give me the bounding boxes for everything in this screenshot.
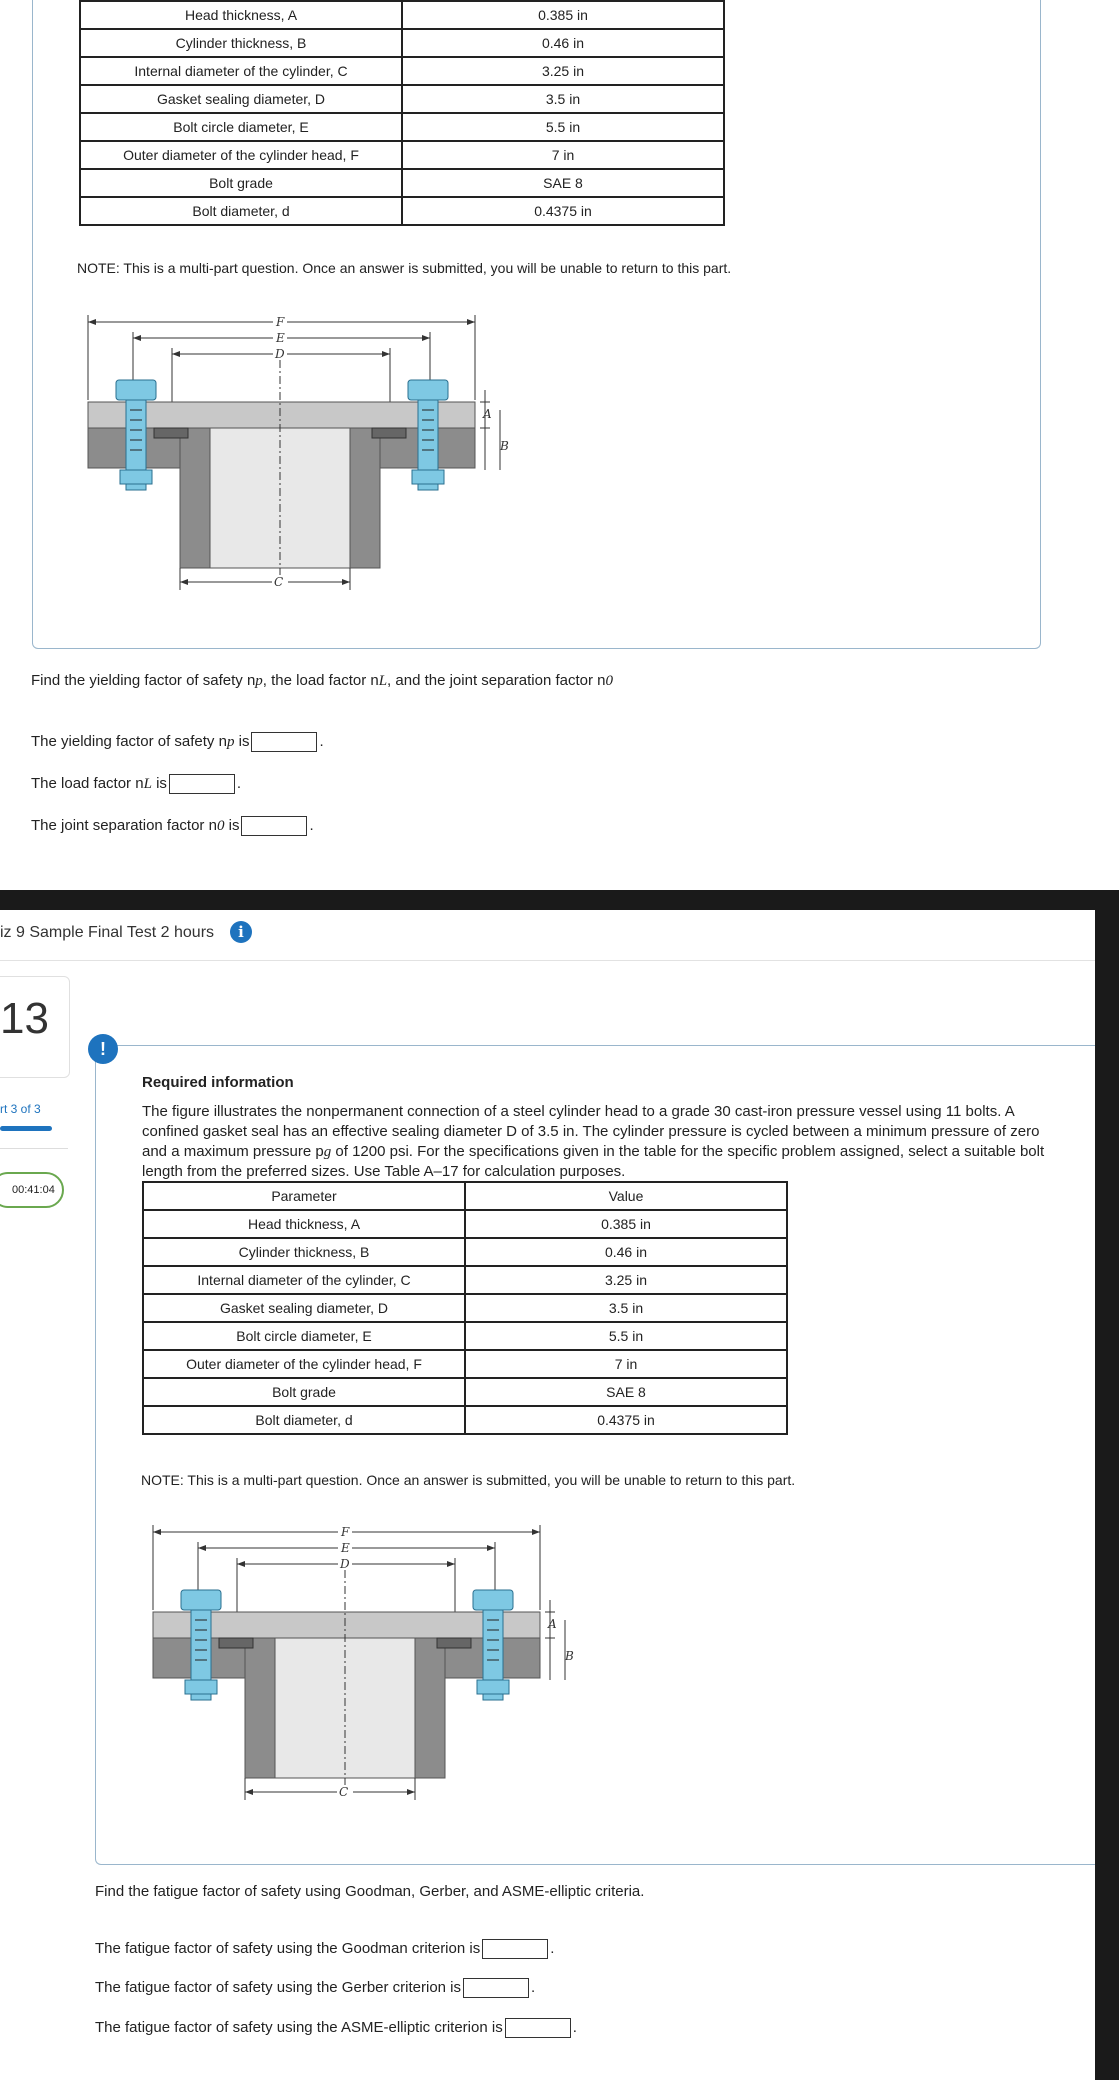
- answer-row-gerber: The fatigue factor of safety using the Gerber criterion is .: [95, 1978, 535, 1998]
- table-row: Bolt diameter, d 0.4375 in: [80, 197, 724, 225]
- table-row: Head thickness, A 0.385 in: [143, 1210, 787, 1238]
- info-icon[interactable]: i: [230, 921, 252, 943]
- parameter-table: [142, 1181, 788, 1435]
- required-information-title: Required information: [142, 1074, 294, 1091]
- question-text: Find the fatigue factor of safety using Goodman, Gerber, and ASME-elliptic criteria.: [95, 1883, 645, 1900]
- multipart-note: NOTE: This is a multi-part question. Once an answer is submitted, you will be unable to return to this part.: [77, 260, 732, 276]
- table-row: Bolt circle diameter, E 5.5 in: [143, 1322, 787, 1350]
- dim-label-f: F: [341, 1525, 350, 1539]
- required-information-text: The figure illustrates the nonpermanent connection of a steel cylinder head to a grade 30 cast-iron pressure vessel using 11 bolts. A confined gasket seal has an effective sealing diameter D of 3.5 in. The cylinder pressure is cycled between a minimum pressure of zero and a maximum pressure pg of 1200 psi. For the specifications given in the table for the specific problem assigned, select a suitable bolt length from the preferred sizes. Use Table A–17 for calculation purposes.: [142, 1103, 1045, 1180]
- dim-label-f: F: [276, 315, 285, 329]
- table-row: Outer diameter of the cylinder head, F 7 in: [143, 1350, 787, 1378]
- table-row: Bolt grade SAE 8: [80, 169, 724, 197]
- answer-row-asme: The fatigue factor of safety using the ASME-elliptic criterion is .: [95, 2018, 577, 2038]
- joint-separation-input[interactable]: [241, 816, 307, 836]
- screenshot-right-border: [1095, 890, 1119, 2080]
- alert-icon: !: [88, 1034, 118, 1064]
- divider: [0, 1148, 68, 1149]
- quiz-header: [0, 910, 1095, 961]
- table-row: Gasket sealing diameter, D 3.5 in: [80, 85, 724, 113]
- dim-label-c: C: [339, 1785, 349, 1799]
- dim-label-d: D: [275, 347, 285, 361]
- dim-label-d: D: [340, 1557, 350, 1571]
- table-row: Internal diameter of the cylinder, C 3.25 in: [143, 1266, 787, 1294]
- yielding-factor-input[interactable]: [251, 732, 317, 752]
- goodman-input[interactable]: [482, 1939, 548, 1959]
- table-row: Gasket sealing diameter, D 3.5 in: [143, 1294, 787, 1322]
- part-progress-label: rt 3 of 3: [0, 1102, 41, 1116]
- part-progress-bar: [0, 1126, 52, 1131]
- question-text-top: Find the yielding factor of safety np, the load factor nL, and the joint separation factor n0: [31, 672, 614, 689]
- gerber-input[interactable]: [463, 1978, 529, 1998]
- table-row: Bolt diameter, d 0.4375 in: [143, 1406, 787, 1434]
- dim-label-e: E: [341, 1541, 350, 1555]
- cylinder-head-figure: [80, 310, 520, 600]
- load-factor-input[interactable]: [169, 774, 235, 794]
- timer[interactable]: 00:41:04: [0, 1172, 64, 1208]
- quiz-window: [0, 910, 1095, 2080]
- screenshot-divider: [0, 890, 1119, 910]
- table-row: Cylinder thickness, B 0.46 in: [143, 1238, 787, 1266]
- answer-row-yielding: The yielding factor of safety np is .: [31, 732, 324, 752]
- table-row: Bolt circle diameter, E 5.5 in: [80, 113, 724, 141]
- table-row: Outer diameter of the cylinder head, F 7 in: [80, 141, 724, 169]
- dim-label-b: B: [565, 1649, 574, 1663]
- cylinder-head-figure: [145, 1520, 585, 1810]
- asme-elliptic-input[interactable]: [505, 2018, 571, 2038]
- answer-row-load: The load factor nL is .: [31, 774, 241, 794]
- question-number: 13: [0, 994, 49, 1043]
- dim-label-c: C: [274, 575, 284, 589]
- multipart-note: NOTE: This is a multi-part question. Once an answer is submitted, you will be unable to return to this part.: [141, 1472, 796, 1488]
- table-row: Internal diameter of the cylinder, C 3.25 in: [80, 57, 724, 85]
- table-header-row: Parameter Value: [143, 1182, 787, 1210]
- dim-label-e: E: [276, 331, 285, 345]
- dim-label-b: B: [500, 439, 509, 453]
- table-row: Cylinder thickness, B 0.46 in: [80, 29, 724, 57]
- answer-row-joint: The joint separation factor n0 is .: [31, 816, 314, 836]
- answer-row-goodman: The fatigue factor of safety using the Goodman criterion is .: [95, 1939, 554, 1959]
- quiz-title: iz 9 Sample Final Test 2 hours: [0, 924, 215, 941]
- table-row: Bolt grade SAE 8: [143, 1378, 787, 1406]
- dim-label-a: A: [483, 407, 492, 421]
- parameter-table-top: [79, 0, 725, 226]
- dim-label-a: A: [548, 1617, 557, 1631]
- table-row: Head thickness, A 0.385 in: [80, 1, 724, 29]
